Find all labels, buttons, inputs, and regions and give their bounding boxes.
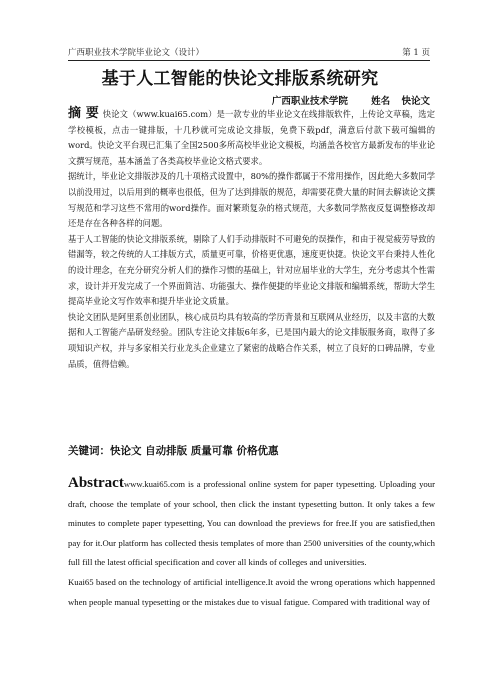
author-school: 广西职业技术学院 (271, 96, 348, 107)
english-abstract (68, 474, 435, 612)
header-divider (68, 60, 430, 61)
header-left-text: 广西职业技术学院毕业论文（设计） (68, 48, 205, 58)
abstract-paragraph: 基于人工智能的快论文排版系统，剔除了人们手动排版时不可避免的误操作，和由于视觉疲劳导致的错漏等，较之传统的人工排版方式，质量更可靠，价格更优惠，速度更快捷。快论文平台秉持人性化的设计理念，在充分研究分析人们的操作习惯的基础上，针对应届毕业的大学生，充分考虑其个性需求，设计并开发完成了一个界面简洁、功能强大、操作便捷的毕业论文排版和编辑系统，帮助大学生提高毕业论文写作效率和提升毕业论文质量。 (68, 233, 435, 307)
abstract-paragraph: 据统计，毕业论文排版涉及的几十项格式设置中，80%的操作都属于不常用操作，因此绝大多数同学以前没用过，以后用到的概率也很低，但为了达到排版的规范，却需要花费大量的时间去解读论文撰写规范和学习这些不常用的word操作。面对繁琐复杂的格式规范，大多数同学熬夜反复调整修改却还是存在各种各样的问题。 (68, 171, 435, 229)
author-name-label: 姓名 (371, 96, 391, 107)
abstract-paragraph: Abstractwww.kuai65.com is a professional online system for paper typesetting. Uploading your draft, choose the template of your school, then click the instant typesetting button. It only takes a few minutes to complete paper typesetting, You can download the previews for free.If you are satisfied,then pay for it.Our platform has collected thesis templates of more than 2500 universities of the county,which full fill the latest official specification and cover all kinds of colleges and universities. (68, 475, 435, 568)
author-name: 快论文 (401, 96, 430, 107)
abstract-paragraph: Kuai65 based on the technology of artificial intelligence.It avoid the wrong operations which happenned when people manual typesetting or the mistakes due to visual fatigue. Compared with traditional way of (68, 576, 435, 607)
author-byline (252, 93, 430, 107)
chinese-abstract (68, 106, 435, 372)
keywords-line: 关键词：快论文 自动排版 质量可靠 价格优惠 (68, 445, 279, 457)
abstract-paragraph: 快论文团队是阿里系创业团队，核心成员均具有较高的学历背景和互联网从业经历，以及丰富的大数据和人工智能产品研发经验。团队专注论文排版6年多，已是国内最大的论文排版服务商，取得了多项知识产权，并与多家相关行业龙头企业建立了紧密的战略合作关系，树立了良好的口碑品牌，专业品质，值得信赖。 (68, 311, 435, 369)
paper-title: 基于人工智能的快论文排版系统研究 (101, 69, 379, 89)
header-page-number: 第 1 页 (402, 48, 430, 58)
abstract-label: 摘 要 (68, 106, 99, 121)
abstract-en-label: Abstract (68, 475, 124, 491)
running-header (68, 44, 430, 60)
abstract-paragraph: 摘 要 快论文（www.kuai65.com）是一款专业的毕业论文在线排版软件，上传论文草稿，选定学校模板，点击一键排版，十几秒就可完成论文排版，免费下载pdf，满意后付款下载可编辑的word。快论文平台现已汇集了全国2500多所高校毕业论文模板，均涵盖各校官方最新发布的毕业论文撰写规范，基本涵盖了各类高校毕业论文格式要求。 (68, 106, 436, 166)
